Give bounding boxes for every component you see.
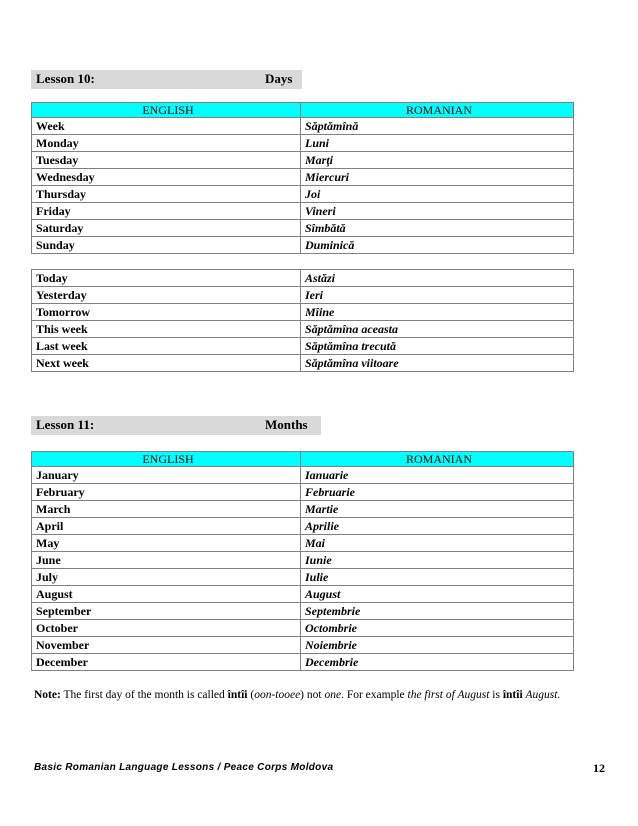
romanian-cell: Septembrie: [301, 603, 574, 620]
table-row: [32, 321, 574, 338]
note-text: is: [489, 689, 503, 701]
header-english: ENGLISH: [32, 103, 301, 118]
lesson-number: Lesson 10:: [36, 71, 95, 86]
table-header-row: [32, 452, 574, 467]
english-cell: August: [32, 586, 301, 603]
note-term: August.: [525, 689, 561, 701]
lesson-topic: Months: [265, 417, 308, 432]
romanian-cell: Săptămîna trecută: [301, 338, 574, 355]
note-emphasis: one: [324, 689, 342, 701]
english-cell: Last week: [32, 338, 301, 355]
english-cell: Next week: [32, 355, 301, 372]
lesson-10-heading: [31, 70, 302, 89]
romanian-cell: Astăzi: [301, 270, 574, 287]
table-row: [32, 654, 574, 671]
romanian-cell: Februarie: [301, 484, 574, 501]
table-row: [32, 118, 574, 135]
english-cell: April: [32, 518, 301, 535]
english-cell: Sunday: [32, 237, 301, 254]
table-row: [32, 152, 574, 169]
table-row: [32, 220, 574, 237]
romanian-cell: Ieri: [301, 287, 574, 304]
table-row: [32, 535, 574, 552]
table-row: [32, 518, 574, 535]
note-paragraph: [34, 686, 584, 704]
months-table: [31, 451, 574, 671]
note-term: întîi: [502, 689, 523, 701]
table-row: [32, 620, 574, 637]
english-cell: May: [32, 535, 301, 552]
table-row: [32, 203, 574, 220]
header-romanian: ROMANIAN: [301, 452, 574, 467]
table-row: [32, 467, 574, 484]
english-cell: December: [32, 654, 301, 671]
table-row: [32, 484, 574, 501]
romanian-cell: Octombrie: [301, 620, 574, 637]
english-cell: June: [32, 552, 301, 569]
note-text: ) not: [300, 689, 325, 701]
romanian-cell: Mîine: [301, 304, 574, 321]
days-table: [31, 102, 574, 254]
romanian-cell: Mai: [301, 535, 574, 552]
table-row: [32, 338, 574, 355]
english-cell: Tuesday: [32, 152, 301, 169]
table-row: [32, 270, 574, 287]
english-cell: February: [32, 484, 301, 501]
table-row: [32, 586, 574, 603]
romanian-cell: Marţi: [301, 152, 574, 169]
lesson-number: Lesson 11:: [36, 417, 95, 432]
english-cell: Week: [32, 118, 301, 135]
english-cell: This week: [32, 321, 301, 338]
romanian-cell: Luni: [301, 135, 574, 152]
romanian-cell: Joi: [301, 186, 574, 203]
english-cell: Tomorrow: [32, 304, 301, 321]
english-cell: November: [32, 637, 301, 654]
romanian-cell: Decembrie: [301, 654, 574, 671]
english-cell: Yesterday: [32, 287, 301, 304]
romanian-cell: Noiembrie: [301, 637, 574, 654]
romanian-cell: Martie: [301, 501, 574, 518]
romanian-cell: Ianuarie: [301, 467, 574, 484]
table-row: [32, 237, 574, 254]
table-row: [32, 287, 574, 304]
relative-days-table: [31, 269, 574, 372]
table-row: [32, 355, 574, 372]
note-label: Note:: [34, 689, 61, 701]
english-cell: March: [32, 501, 301, 518]
english-cell: Saturday: [32, 220, 301, 237]
table-row: [32, 135, 574, 152]
romanian-cell: Miercuri: [301, 169, 574, 186]
lesson-topic: Days: [265, 71, 293, 86]
table-row: [32, 304, 574, 321]
english-cell: Thursday: [32, 186, 301, 203]
romanian-cell: Duminică: [301, 237, 574, 254]
note-term: întîi: [227, 689, 248, 701]
romanian-cell: Aprilie: [301, 518, 574, 535]
note-text: (: [247, 689, 255, 701]
romanian-cell: Săptămîna viitoare: [301, 355, 574, 372]
table-row: [32, 169, 574, 186]
romanian-cell: Iulie: [301, 569, 574, 586]
romanian-cell: Iunie: [301, 552, 574, 569]
english-cell: October: [32, 620, 301, 637]
note-example: the first of August: [407, 689, 490, 701]
table-header-row: [32, 103, 574, 118]
header-english: ENGLISH: [32, 452, 301, 467]
page-number: 12: [593, 761, 605, 775]
lesson-11-heading: [31, 416, 321, 435]
english-cell: Today: [32, 270, 301, 287]
english-cell: Wednesday: [32, 169, 301, 186]
table-row: [32, 603, 574, 620]
english-cell: January: [32, 467, 301, 484]
romanian-cell: Vineri: [301, 203, 574, 220]
english-cell: July: [32, 569, 301, 586]
header-romanian: ROMANIAN: [301, 103, 574, 118]
romanian-cell: August: [301, 586, 574, 603]
english-cell: Friday: [32, 203, 301, 220]
romanian-cell: Sîmbătă: [301, 220, 574, 237]
table-row: [32, 186, 574, 203]
english-cell: September: [32, 603, 301, 620]
note-pronunciation: oon-tooee: [254, 689, 301, 701]
table-row: [32, 552, 574, 569]
table-row: [32, 501, 574, 518]
romanian-cell: Săptămînă: [301, 118, 574, 135]
footer-text: Basic Romanian Language Lessons / Peace Corps Moldova: [34, 762, 334, 773]
table-row: [32, 569, 574, 586]
romanian-cell: Săptămîna aceasta: [301, 321, 574, 338]
english-cell: Monday: [32, 135, 301, 152]
note-text: . For example: [341, 689, 408, 701]
table-row: [32, 637, 574, 654]
note-text: The first day of the month is called: [60, 689, 228, 701]
